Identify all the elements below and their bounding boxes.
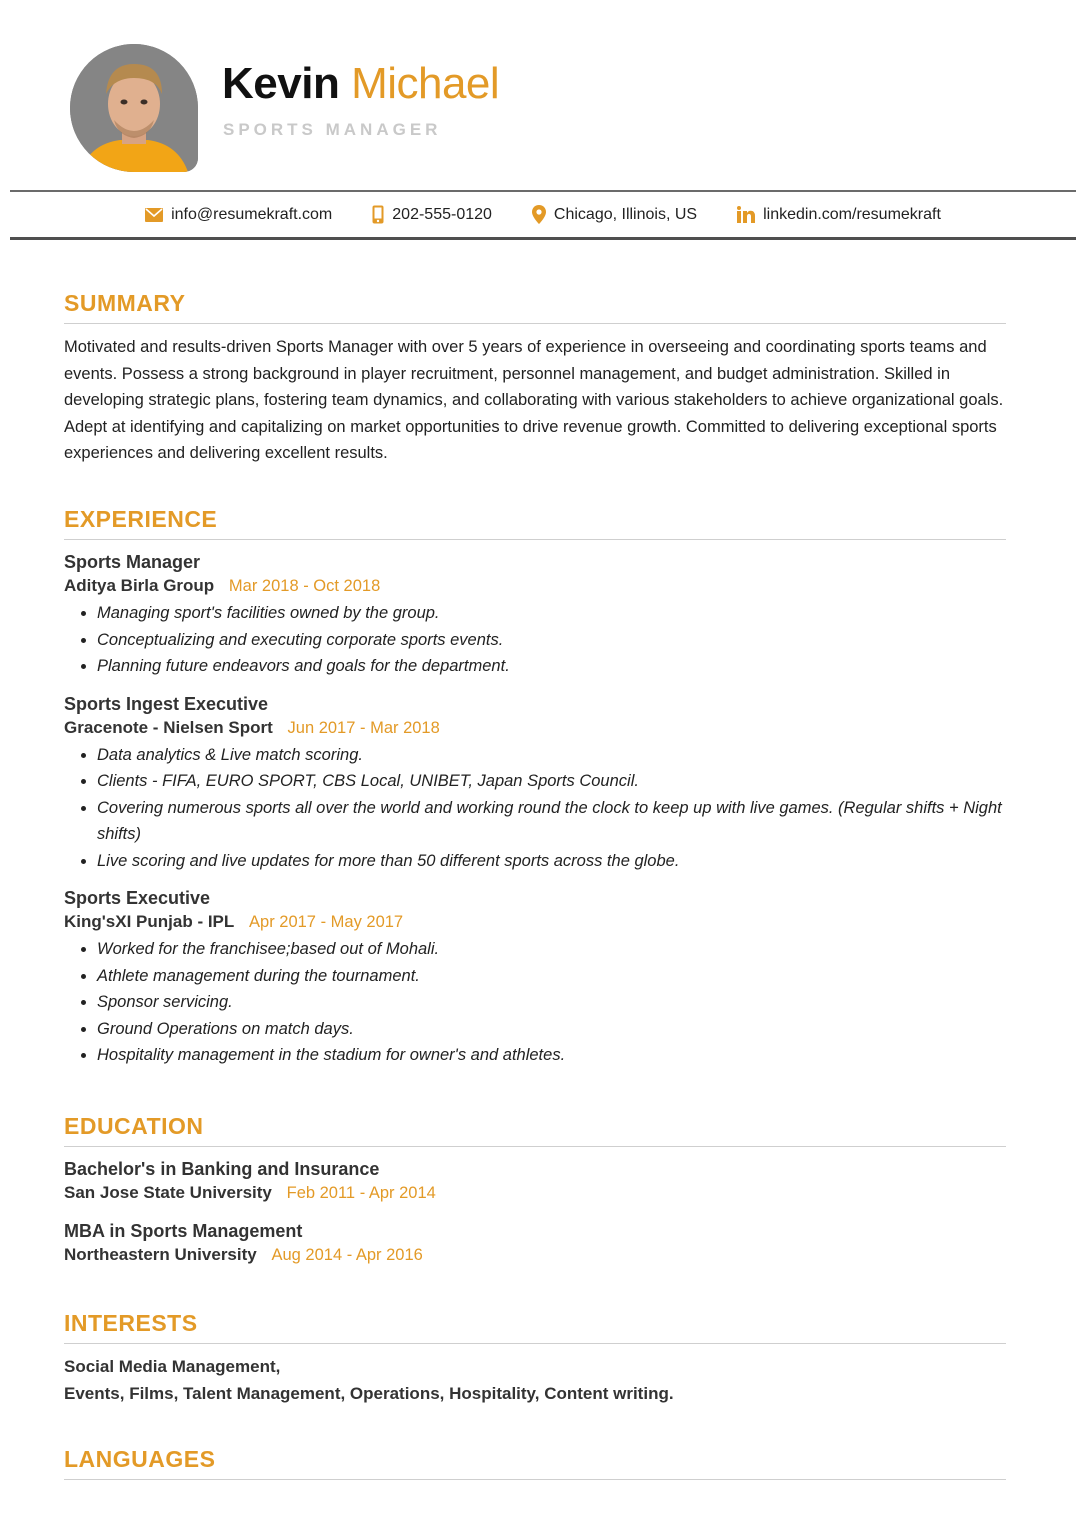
email-icon	[145, 208, 163, 222]
education-dates: Feb 2011 - Apr 2014	[286, 1184, 436, 1202]
job-entry	[64, 692, 1006, 875]
job-dates: Jun 2017 - Mar 2018	[287, 718, 440, 737]
job-bullet: • Hospitality management in the stadium for owner's and athletes.	[97, 1042, 1006, 1069]
profile-photo	[70, 44, 198, 172]
job-dates: Apr 2017 - May 2017	[249, 913, 404, 931]
education-meta	[64, 1243, 1006, 1267]
education-school: Northeastern University	[64, 1245, 257, 1264]
job-bullet: • Sponsor servicing.	[97, 989, 1006, 1016]
profile-photo-image	[70, 44, 198, 172]
job-position: Sports Executive	[64, 888, 211, 908]
phone-icon	[372, 205, 384, 224]
job-company: Aditya Birla Group	[64, 576, 215, 595]
summary-section	[64, 290, 1006, 467]
location-text: Chicago, Illinois, US	[553, 205, 698, 223]
job-position: Sports Manager	[64, 552, 201, 572]
job-bullets	[64, 742, 1006, 875]
job-bullets	[64, 936, 1006, 1069]
education-degree: Bachelor's in Banking and Insurance	[64, 1159, 380, 1179]
education-section	[64, 1113, 1006, 1281]
job-bullet: • Planning future endeavors and goals for the department.	[97, 653, 1006, 680]
languages-section	[64, 1446, 1006, 1490]
candidate-name	[222, 58, 499, 110]
job-meta	[64, 574, 1006, 598]
job-bullet: • Athlete management during the tournament.	[97, 963, 1006, 990]
email-text: info@resumekraft.com	[171, 205, 333, 223]
job-title: SPORTS MANAGER	[223, 120, 442, 139]
resume-header	[0, 0, 1086, 190]
interests-line: Social Media Management,	[64, 1357, 281, 1376]
contact-location	[532, 205, 697, 224]
contact-linkedin[interactable]	[737, 206, 941, 224]
education-dates: Aug 2014 - Apr 2016	[271, 1246, 423, 1264]
job-company: King'sXI Punjab - IPL	[64, 912, 235, 931]
job-bullet: • Live scoring and live updates for more than 50 different sports across the globe.	[97, 848, 1006, 875]
contact-bar	[10, 190, 1076, 240]
job-bullet: • Worked for the franchisee;based out of Mohali.	[97, 936, 1006, 963]
first-name: Kevin	[222, 59, 340, 108]
job-meta	[64, 910, 1006, 934]
job-bullet: • Ground Operations on match days.	[97, 1016, 1006, 1043]
interests-heading: INTERESTS	[64, 1310, 1006, 1344]
interests-section	[64, 1310, 1006, 1407]
education-heading: EDUCATION	[64, 1113, 1006, 1147]
education-entry	[64, 1157, 1006, 1205]
phone-text: 202-555-0120	[392, 205, 492, 223]
experience-heading: EXPERIENCE	[64, 506, 1006, 540]
education-degree: MBA in Sports Management	[64, 1221, 303, 1241]
job-entry	[64, 550, 1006, 680]
linkedin-icon	[737, 206, 755, 223]
job-meta	[64, 716, 1006, 740]
education-entry	[64, 1219, 1006, 1267]
job-entry	[64, 886, 1006, 1069]
job-bullet: • Managing sport's facilities owned by the group.	[97, 600, 1006, 627]
job-position: Sports Ingest Executive	[64, 693, 269, 714]
languages-heading: LANGUAGES	[64, 1446, 1006, 1480]
job-bullets	[64, 600, 1006, 680]
education-meta	[64, 1181, 1006, 1205]
linkedin-text: linkedin.com/resumekraft	[763, 205, 941, 223]
summary-heading: SUMMARY	[64, 290, 1006, 324]
last-name: Michael	[351, 59, 500, 108]
job-bullet: • Clients - FIFA, EURO SPORT, CBS Local, UNIBET, Japan Sports Council.	[97, 768, 1006, 795]
summary-text: Motivated and results-driven Sports Manager with over 5 years of experience in overseeing and coordinating sports teams and events. Possess a strong background in player recruitment, personnel management, and budget administration. Skilled in developing strategic plans, fostering team dynamics, and collaborating with various stakeholders to achieve organizational goals. Adept at identifying and capitalizing on market opportunities to drive revenue growth. Committed to delivering exceptional sports experiences and delivering excellent results.	[64, 338, 1004, 462]
interests-line: Events, Films, Talent Management, Operations, Hospitality, Content writing.	[64, 1383, 674, 1403]
experience-section	[64, 506, 1006, 1081]
location-icon	[532, 205, 546, 224]
contact-email[interactable]	[145, 206, 332, 224]
job-company: Gracenote - Nielsen Sport	[64, 717, 273, 737]
job-bullet: • Covering numerous sports all over the world and working round the clock to keep up with live games. (Regular shifts + Night shifts)	[97, 795, 1006, 848]
job-bullet: • Data analytics & Live match scoring.	[97, 742, 1006, 769]
contact-phone[interactable]	[372, 205, 492, 224]
job-dates: Mar 2018 - Oct 2018	[228, 577, 381, 595]
education-school: San Jose State University	[64, 1183, 272, 1202]
job-bullet: • Conceptualizing and executing corporate sports events.	[97, 627, 1006, 654]
